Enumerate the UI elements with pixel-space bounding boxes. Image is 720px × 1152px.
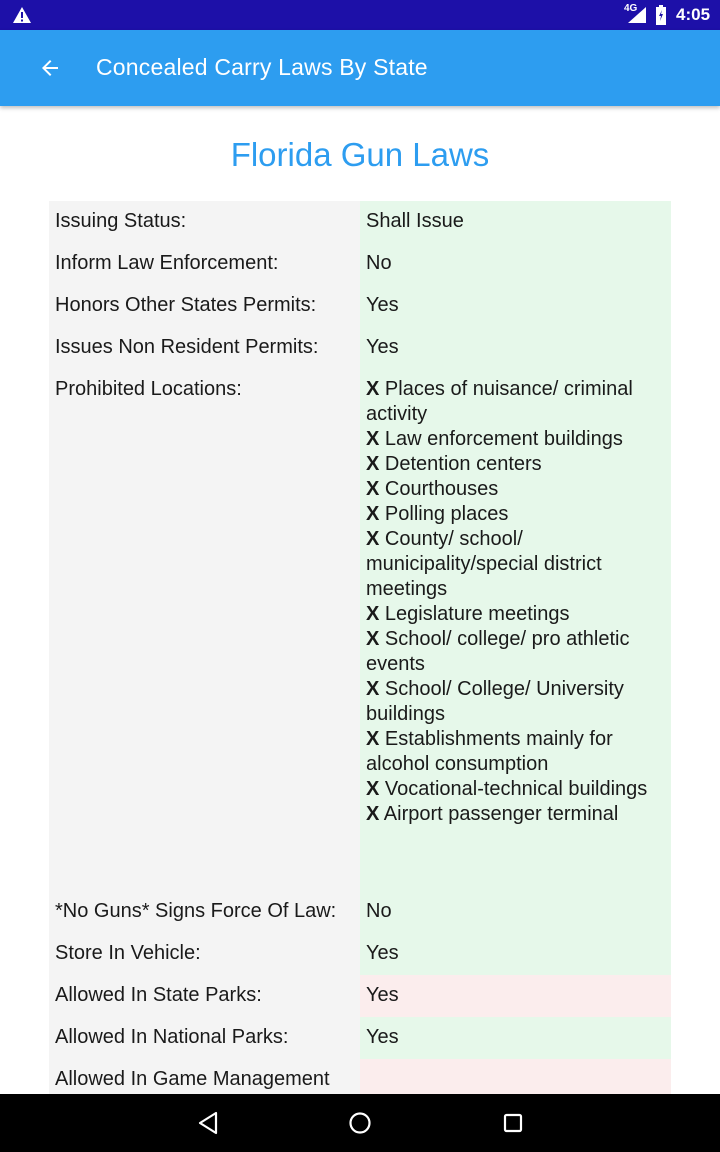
- x-mark: X: [366, 478, 380, 500]
- table-row: [49, 933, 671, 975]
- row-value: Yes: [360, 285, 671, 327]
- row-label: Allowed In State Parks:: [49, 975, 360, 1017]
- x-mark: X: [366, 728, 380, 750]
- x-mark: X: [366, 628, 380, 650]
- row-value: Yes: [360, 933, 671, 975]
- row-label: Inform Law Enforcement:: [49, 243, 360, 285]
- table-row: [49, 369, 671, 891]
- table-row: [49, 285, 671, 327]
- table-row: [49, 327, 671, 369]
- page-title: Florida Gun Laws: [230, 136, 490, 173]
- list-item-text: Polling places: [384, 503, 509, 525]
- list-item-text: Law enforcement buildings: [384, 428, 623, 450]
- list-item-text: Legislature meetings: [384, 603, 570, 625]
- network-type-label: 4G: [624, 3, 638, 14]
- x-mark: X: [366, 428, 380, 450]
- app-bar: [0, 30, 720, 106]
- list-item: [366, 777, 665, 802]
- list-item: [366, 452, 665, 477]
- arrow-back-icon: [38, 56, 62, 80]
- row-label: Allowed In National Parks:: [49, 1017, 360, 1059]
- list-item: [366, 727, 665, 777]
- list-item: [366, 527, 665, 602]
- list-item-text: Airport passenger terminal: [383, 803, 619, 825]
- list-item: [366, 427, 665, 452]
- row-label: Issuing Status:: [49, 201, 360, 243]
- navigation-bar: [0, 1094, 720, 1152]
- list-item: [366, 802, 665, 827]
- row-value: No: [360, 243, 671, 285]
- list-item-text: County/ school/ municipality/special district meetings: [366, 528, 602, 600]
- x-mark: X: [366, 603, 380, 625]
- nav-home-button[interactable]: [343, 1106, 377, 1140]
- warning-icon: [12, 6, 32, 24]
- list-item-text: Vocational-technical buildings: [384, 778, 648, 800]
- table-row: [49, 1059, 671, 1094]
- status-time: 4:05: [676, 5, 711, 24]
- table-row: [49, 975, 671, 1017]
- list-item-text: Courthouses: [384, 478, 499, 500]
- row-value: Yes: [360, 975, 671, 1017]
- x-mark: X: [366, 778, 380, 800]
- list-item: [366, 477, 665, 502]
- list-item-text: Places of nuisance/ criminal activity: [366, 378, 633, 425]
- list-item: [366, 502, 665, 527]
- x-mark: X: [366, 503, 380, 525]
- row-value: Yes: [360, 327, 671, 369]
- table-row: [49, 243, 671, 285]
- content-scroll-area[interactable]: [0, 106, 720, 1094]
- law-table: [49, 201, 671, 1094]
- x-mark: X: [366, 378, 380, 400]
- battery-icon: [655, 5, 667, 25]
- nav-back-button[interactable]: [191, 1106, 225, 1140]
- nav-recents-button[interactable]: [496, 1106, 530, 1140]
- row-label: Store In Vehicle:: [49, 933, 360, 975]
- row-value: Shall Issue: [360, 201, 671, 243]
- nav-recents-icon: [502, 1112, 524, 1134]
- row-label: Issues Non Resident Permits:: [49, 327, 360, 369]
- list-item-text: School/ college/ pro athletic events: [366, 628, 630, 675]
- list-item: [366, 377, 665, 427]
- table-row: [49, 891, 671, 933]
- x-mark: X: [366, 453, 380, 475]
- row-label: *No Guns* Signs Force Of Law:: [49, 891, 360, 933]
- x-mark: X: [366, 803, 380, 825]
- list-item: [366, 677, 665, 727]
- x-mark: X: [366, 678, 380, 700]
- app-title: Concealed Carry Laws By State: [96, 54, 428, 80]
- x-mark: X: [366, 528, 380, 550]
- status-bar: [0, 0, 720, 30]
- table-row: [49, 1017, 671, 1059]
- list-item-text: Establishments mainly for alcohol consumption: [366, 728, 613, 775]
- row-label: Allowed In Game Management: [49, 1059, 360, 1094]
- row-value: Yes: [360, 1017, 671, 1059]
- list-item-text: School/ College/ University buildings: [366, 678, 624, 725]
- signal-icon: [624, 6, 648, 24]
- back-button[interactable]: [26, 44, 74, 92]
- row-value: No: [360, 891, 671, 933]
- list-item-text: Detention centers: [384, 453, 542, 475]
- list-item: [366, 627, 665, 677]
- nav-back-icon: [197, 1111, 219, 1135]
- list-item: [366, 602, 665, 627]
- row-label: Prohibited Locations:: [49, 369, 360, 891]
- nav-home-icon: [348, 1111, 372, 1135]
- row-label: Honors Other States Permits:: [49, 285, 360, 327]
- row-value: [360, 1059, 671, 1094]
- prohibited-locations-list: [360, 369, 671, 891]
- table-row: [49, 201, 671, 243]
